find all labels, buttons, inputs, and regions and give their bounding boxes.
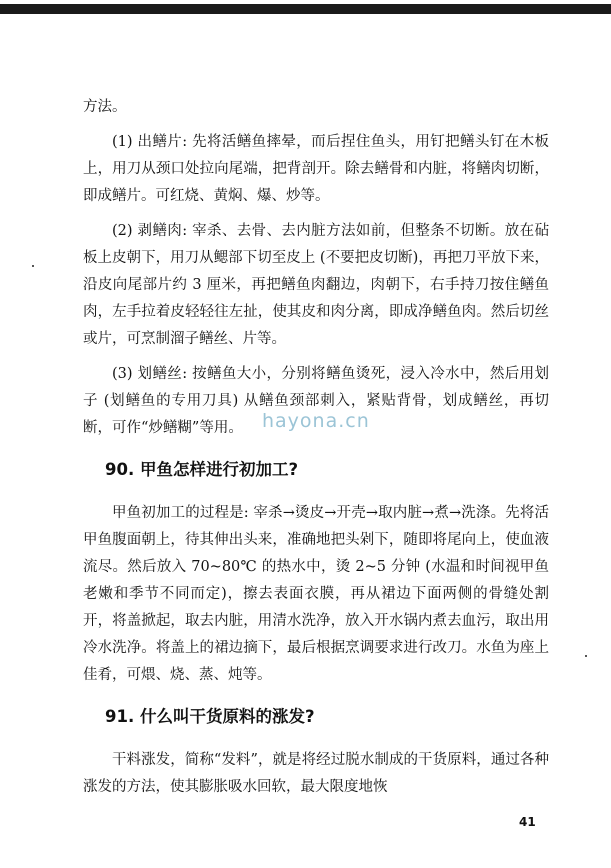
- top-rule: [0, 4, 611, 14]
- paragraph-continuation: 方法。: [83, 99, 127, 115]
- margin-mark: [32, 265, 34, 267]
- paragraph-item-1: (1) 出鳝片: 先将活鳝鱼摔晕，而后捏住鱼头，用钉把鳝头钉在木板上，用刀从颈口处拉向尾端，把背剖开。除去鳝骨和内脏，将鳝肉切断，即成鳝片。可红烧、黄焖、爆、炒等。: [83, 134, 549, 204]
- watermark: hayona.cn: [262, 410, 370, 432]
- page-body: [83, 94, 549, 801]
- page-number: 41: [519, 815, 536, 829]
- margin-mark: [585, 655, 587, 657]
- section-heading-90: 90. 甲鱼怎样进行初加工?: [105, 460, 299, 479]
- paragraph-item-2: (2) 剥鳝肉: 宰杀、去骨、去内脏方法如前，但整条不切断。放在砧板上皮朝下，用刀从鳃部下切至皮上 (不要把皮切断)，再把刀平放下来，沿皮向尾部片约 3 厘米，再把鳝鱼肉翻边，肉朝下，右手持刀按住鳝鱼肉，左手拉着皮轻轻往左扯，使其皮和肉分离，即成净鳝鱼肉。然后切丝或片，可烹制溜子鳝丝、片等。: [83, 223, 549, 347]
- paragraph-item-3: (3) 划鳝丝: 按鳝鱼大小，分别将鳝鱼烫死，浸入冷水中，然后用划子 (划鳝鱼的专用刀具) 从鳝鱼颈部刺入，紧贴背骨，划成鳝丝，再切断，可作“炒鳝糊”等用。: [83, 366, 549, 436]
- section-paragraph-90: 甲鱼初加工的过程是: 宰杀→烫皮→开壳→取内脏→煮→洗涤。先将活甲鱼腹面朝上，待其伸出头来，准确地把头剁下，随即将尾向上，使血液流尽。然后放入 70~80℃ 的热水中，烫 2~5 分钟 (水温和时间视甲鱼老嫩和季节不同而定)，擦去表面衣膜，再从裙边下面两侧的骨缝处割开，将盖掀起，取去内脏，用清水洗净，放入开水锅内煮去血污，取出用冷水洗净。将盖上的裙边摘下，最后根据烹调要求进行改刀。水鱼为座上佳肴，可煨、烧、蒸、炖等。: [83, 505, 549, 683]
- section-heading-91: 91. 什么叫干货原料的涨发?: [105, 707, 315, 726]
- section-paragraph-91: 干料涨发，简称“发料”，就是将经过脱水制成的干货原料，通过各种涨发的方法，使其膨胀吸水回软，最大限度地恢: [83, 752, 549, 795]
